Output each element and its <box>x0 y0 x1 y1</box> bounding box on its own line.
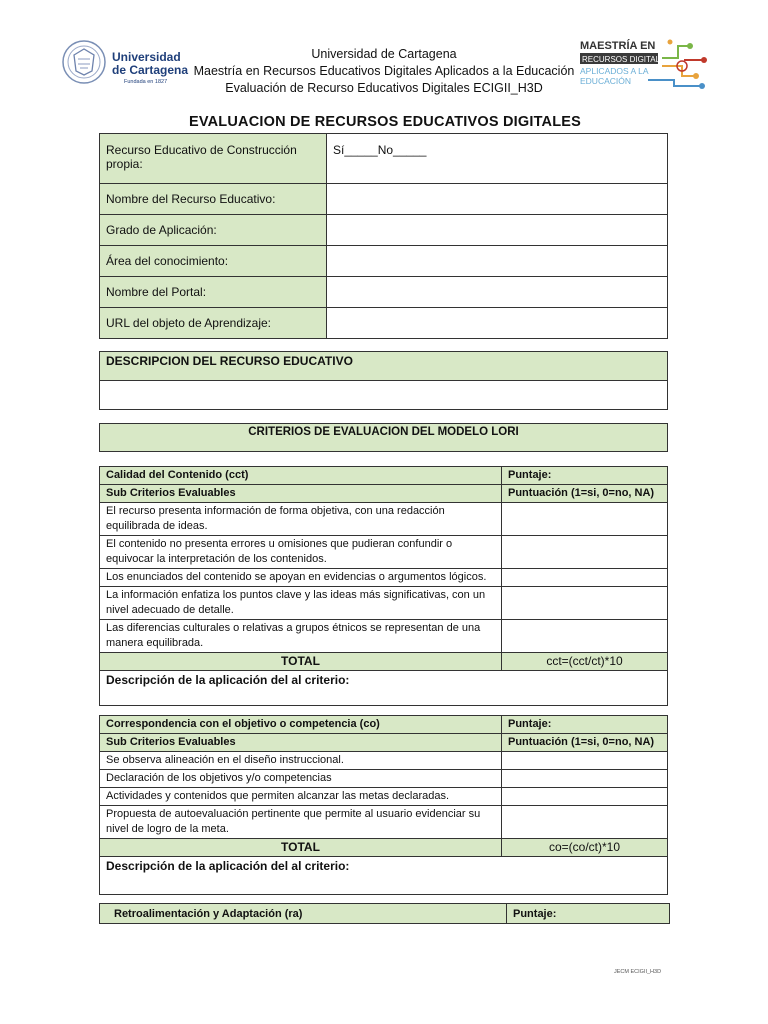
sub-criterion-text: Declaración de los objetivos y/o competencias <box>100 770 502 788</box>
footer-code: JECM ECIGII_H3D <box>614 969 662 975</box>
criterion-score-label: Puntaje: <box>502 467 668 485</box>
info-row <box>100 134 668 184</box>
header-evaluation: Evaluación de Recurso Educativos Digitales ECIGII_H3D <box>225 81 543 95</box>
maestria-logo-graphic <box>578 36 713 92</box>
sub-criterion-score[interactable] <box>502 806 668 839</box>
sub-criterion-text: El contenido no presenta errores u omisiones que pudieran confundir o equivocar la interpretación de los contenidos. <box>100 536 502 569</box>
criterion-title: Calidad del Contenido (cct) <box>100 467 502 485</box>
sub-criterion-score[interactable] <box>502 770 668 788</box>
sub-criterion-score[interactable] <box>502 536 668 569</box>
sub-criteria-label: Sub Criterios Evaluables <box>100 485 502 503</box>
criterion-score-label: Puntaje: <box>502 716 668 734</box>
table-row <box>100 569 668 587</box>
sub-criterion-score[interactable] <box>502 752 668 770</box>
criterion-title: Correspondencia con el objetivo o competencia (co) <box>100 716 502 734</box>
criterion-objective-table <box>99 715 668 895</box>
maestria-logo-l4: EDUCACIÓN <box>580 76 632 86</box>
sub-criterion-text: Propuesta de autoevaluación pertinente que permite al usuario evidenciar su nivel de logro de la meta. <box>100 806 502 839</box>
table-row <box>100 620 668 653</box>
info-row <box>100 184 668 215</box>
table-row <box>100 587 668 620</box>
resource-info-table <box>99 133 668 339</box>
university-logo-name2: de Cartagena <box>112 63 189 77</box>
sub-criterion-text: Se observa alineación en el diseño instruccional. <box>100 752 502 770</box>
maestria-logo-l2: RECURSOS DIGITALES <box>582 55 671 64</box>
criterion-description-field[interactable]: Descripción de la aplicación del al criterio: <box>100 857 668 895</box>
table-row <box>100 806 668 839</box>
table-row <box>100 536 668 569</box>
university-logo <box>62 37 190 87</box>
info-row <box>100 277 668 308</box>
maestria-logo <box>578 36 713 92</box>
sub-criterion-text: La información enfatiza los puntos clave y las ideas más significativas, con un nivel adecuado de detalle. <box>100 587 502 620</box>
total-formula: co=(co/ct)*10 <box>502 839 668 857</box>
criterion-title: Retroalimentación y Adaptación (ra) <box>100 904 507 924</box>
points-label: Puntuación (1=si, 0=no, NA) <box>502 734 668 752</box>
header-university: Universidad de Cartagena <box>311 47 457 61</box>
table-row <box>100 770 668 788</box>
university-logo-name: Universidad <box>112 50 181 64</box>
header-program: Maestría en Recursos Educativos Digitales Aplicados a la Educación <box>193 64 575 78</box>
info-label: Recurso Educativo de Construcción propia: <box>100 134 327 184</box>
total-label: TOTAL <box>100 839 502 857</box>
sub-criteria-label: Sub Criterios Evaluables <box>100 734 502 752</box>
maestria-logo-l3: APLICADOS A LA <box>580 66 649 76</box>
table-row <box>100 788 668 806</box>
sub-criterion-score[interactable] <box>502 788 668 806</box>
sub-criterion-text: Los enunciados del contenido se apoyan en evidencias o argumentos lógicos. <box>100 569 502 587</box>
table-row <box>100 503 668 536</box>
info-value[interactable] <box>327 308 668 339</box>
info-label: Área del conocimiento: <box>100 246 327 277</box>
info-label: URL del objeto de Aprendizaje: <box>100 308 327 339</box>
table-row <box>100 752 668 770</box>
criterion-content-quality-table <box>99 466 668 706</box>
sub-criterion-score[interactable] <box>502 569 668 587</box>
criterion-description-field[interactable]: Descripción de la aplicación del al criterio: <box>100 671 668 706</box>
criterion-score-label: Puntaje: <box>507 904 670 924</box>
info-value[interactable]: Sí_____No_____ <box>327 134 668 184</box>
info-value[interactable] <box>327 246 668 277</box>
university-logo-founded: Fundada en 1827 <box>124 79 168 85</box>
total-formula: cct=(cct/ct)*10 <box>502 653 668 671</box>
info-label: Nombre del Recurso Educativo: <box>100 184 327 215</box>
info-row <box>100 246 668 277</box>
criterion-feedback-table <box>99 903 670 924</box>
info-row <box>100 215 668 246</box>
sub-criterion-score[interactable] <box>502 587 668 620</box>
maestria-logo-l1: MAESTRÍA EN <box>580 40 656 52</box>
info-value[interactable] <box>327 215 668 246</box>
resource-description-field[interactable] <box>100 381 668 410</box>
info-label: Nombre del Portal: <box>100 277 327 308</box>
resource-description-table <box>99 351 668 410</box>
document-title: EVALUACION DE RECURSOS EDUCATIVOS DIGITALES <box>188 114 582 130</box>
sub-criterion-score[interactable] <box>502 503 668 536</box>
info-label: Grado de Aplicación: <box>100 215 327 246</box>
total-label: TOTAL <box>100 653 502 671</box>
sub-criterion-text: Actividades y contenidos que permiten alcanzar las metas declaradas. <box>100 788 502 806</box>
lori-header: CRITERIOS DE EVALUACION DEL MODELO LORI <box>100 424 668 452</box>
points-label: Puntuación (1=si, 0=no, NA) <box>502 485 668 503</box>
info-value[interactable] <box>327 184 668 215</box>
university-seal-icon <box>62 37 190 87</box>
info-value[interactable] <box>327 277 668 308</box>
sub-criterion-text: El recurso presenta información de forma objetiva, con una redacción equilibrada de ideas. <box>100 503 502 536</box>
circuit-icon <box>648 40 707 90</box>
lori-header-table <box>99 423 668 452</box>
info-row <box>100 308 668 339</box>
sub-criterion-text: Las diferencias culturales o relativas a grupos étnicos se representan de una manera equilibrada. <box>100 620 502 653</box>
sub-criterion-score[interactable] <box>502 620 668 653</box>
resource-description-header: DESCRIPCION DEL RECURSO EDUCATIVO <box>100 352 668 381</box>
